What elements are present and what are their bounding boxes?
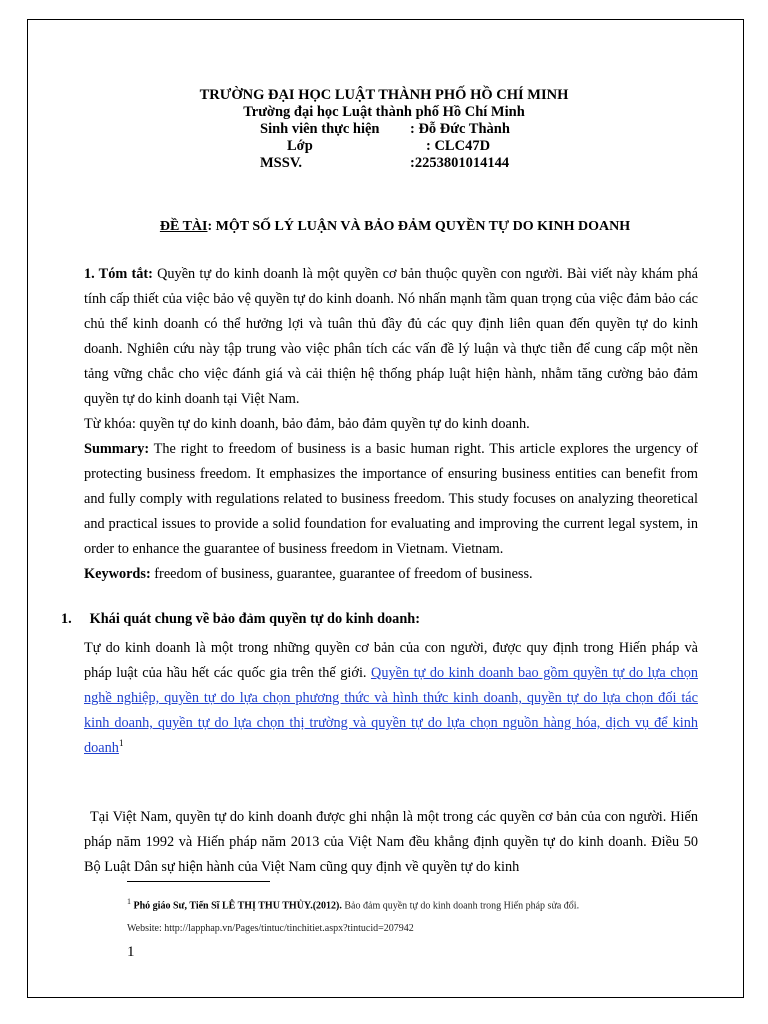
paragraph-1-text: Tự do kinh doanh là một trong những quyền cơ bản của con người, được quy định trong Hiến pháp và pháp luật của hầu hết các quốc gia trên thế giới. [84, 640, 698, 681]
class-value: : CLC47D [426, 138, 491, 154]
student-id-label: MSSV. [260, 155, 303, 171]
abstract-text: Quyền tự do kinh doanh là một quyền cơ bản thuộc quyền con người. Bài viết này khám phá tính cấp thiết của việc bảo vệ quyền tự do kinh doanh. Nó nhấn mạnh tầm quan trọng của việc đảm bảo các chủ thể kinh doanh có thể hưởng lợi và tuân thủ đầy đủ các quy định liên quan đến quyền tự do kinh doanh. Nghiên cứu này tập trung vào việc phân tích các vấn đề lý luận và thực tiễn để cung cấp một nền tảng vững chắc cho việc đánh giá và cải thiện hệ thống pháp luật hiện hành, nhằm tăng cường bảo đảm quyền tự do kinh doanh tại Việt Nam. [84, 266, 698, 407]
student-value: : Đỗ Đức Thành [410, 121, 510, 137]
abstract-label: 1. Tóm tắt: [84, 266, 153, 282]
page-number: 1 [127, 944, 135, 960]
topic-text: : MỘT SỐ LÝ LUẬN VÀ BẢO ĐẢM QUYỀN TỰ DO KINH DOANH [207, 219, 631, 234]
student-label: Sinh viên thực hiện [260, 121, 380, 137]
footnote-ref[interactable]: 1 [118, 738, 124, 749]
section-paragraph-1 [84, 636, 698, 761]
summary-text: The right to freedom of business is a basic human right. This article explores the urgency of protecting business freedom. It emphasizes the importance of ensuring business entities can benefit from and fully comply with regulations related to business freedom. This study focuses on analyzing theoretical and practical issues to provide a solid foundation for evaluating and improving the current legal system, in order to enhance the guarantee of business freedom in Vietnam. Vietnam. [84, 441, 698, 557]
source-link[interactable]: Quyền tự do kinh doanh bao gồm quyền tự do lựa chọn nghề nghiệp, quyền tự do lựa chọn phương thức và hình thức kinh doanh, quyền tự do lựa chọn đối tác kinh doanh, quyền tự do lựa chọn thị trường và quyền tự do lựa chọn nguồn hàng hóa, dịch vụ để kinh doanh [84, 665, 698, 756]
topic-prefix: ĐỀ TÀI [159, 219, 208, 234]
keywords-label: Keywords: [84, 566, 151, 582]
abstract-vietnamese [84, 262, 698, 587]
topic-title [0, 219, 768, 235]
section-title: Khái quát chung về bảo đảm quyền tự do kinh doanh: [89, 611, 420, 627]
footnote-author: Phó giáo Sư, Tiến Sĩ LÊ THỊ THU THỦY.(2012). [131, 900, 342, 912]
section-heading [61, 611, 420, 628]
footnote [127, 895, 579, 913]
university-name-upper: TRƯỜNG ĐẠI HỌC LUẬT THÀNH PHỐ HỒ CHÍ MINH [199, 87, 569, 103]
footnote-website[interactable]: Website: http://lapphap.vn/Pages/tintuc/tinchitiet.aspx?tintucid=207942 [127, 923, 414, 934]
class-label: Lớp [287, 138, 313, 154]
section-paragraph-2 [84, 805, 698, 880]
keywords-text: freedom of business, guarantee, guarantee of freedom of business. [150, 566, 533, 582]
summary-label: Summary: [84, 441, 150, 457]
keywords-vietnamese: Từ khóa: quyền tự do kinh doanh, bảo đảm, bảo đảm quyền tự do kinh doanh. [84, 416, 530, 432]
section-number: 1. [61, 611, 72, 627]
university-name: Trường đại học Luật thành phố Hồ Chí Minh [243, 104, 525, 120]
paragraph-2-text: Tại Việt Nam, quyền tự do kinh doanh được ghi nhận là một trong các quyền cơ bản của con người. Hiến pháp năm 1992 và Hiến pháp năm 2013 của Việt Nam đều khẳng định quyền tự do kinh doanh. Điều 50 Bộ Luật Dân sự hiện hành của Việt Nam cũng quy định về quyền tự do kinh [84, 809, 698, 875]
footnote-separator [127, 881, 270, 882]
footnote-number: 1 [127, 897, 131, 906]
footnote-title: Bảo đảm quyền tự do kinh doanh trong Hiến pháp sửa đổi. [341, 900, 580, 912]
student-id-value: :2253801014144 [410, 155, 510, 171]
